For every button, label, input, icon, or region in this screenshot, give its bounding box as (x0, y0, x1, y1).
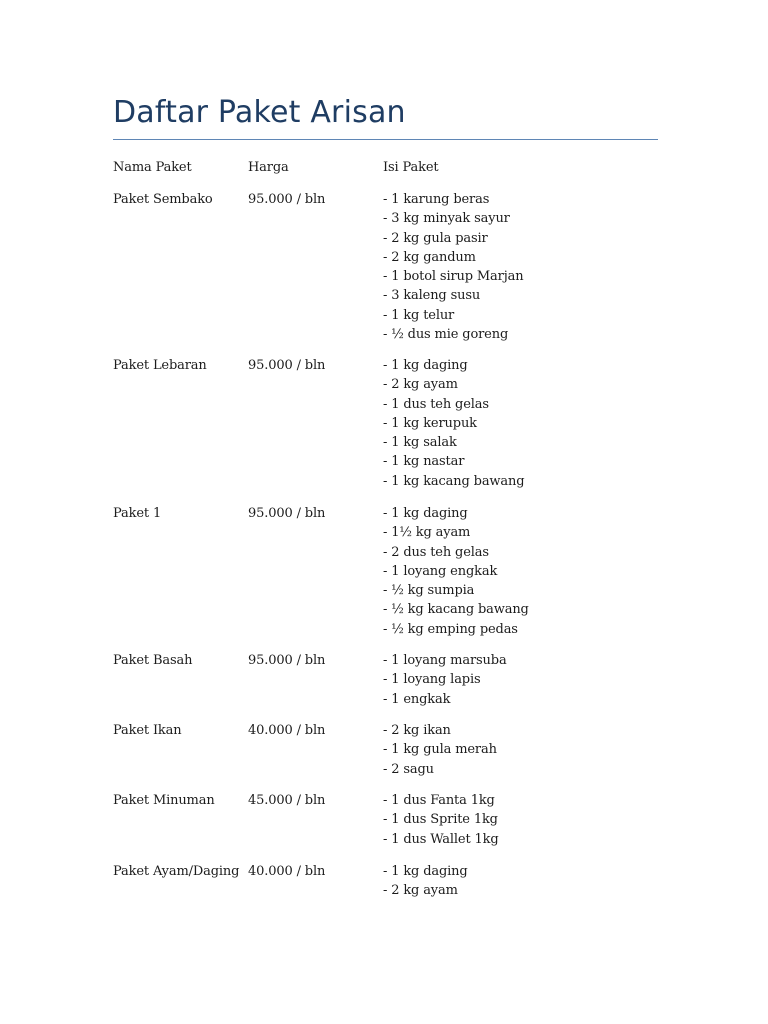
package-item: - 2 sagu (383, 761, 434, 777)
package-item: - ½ kg sumpia (383, 583, 475, 599)
title-divider (113, 139, 658, 140)
package-item: - 2 kg gandum (383, 249, 476, 265)
package-item: - 1 loyang lapis (383, 672, 481, 688)
package-name: Paket Lebaran (113, 358, 207, 373)
package-price: 40.000 / bln (248, 864, 326, 879)
table-header-row (113, 158, 658, 178)
package-item: - 1½ kg ayam (383, 525, 471, 541)
package-name: Paket Sembako (113, 192, 213, 207)
package-price: 95.000 / bln (248, 653, 326, 668)
package-item-list (383, 651, 658, 709)
package-item-list (383, 504, 658, 639)
package-item: - 1 engkak (383, 691, 451, 707)
package-item: - 2 dus teh gelas (383, 544, 489, 560)
package-item: - 1 loyang marsuba (383, 653, 507, 668)
package-price: 95.000 / bln (248, 358, 326, 373)
package-item: - 3 kaleng susu (383, 288, 481, 304)
package-item-list (383, 356, 658, 491)
package-item-list (383, 862, 658, 901)
package-item: - 1 kg telur (383, 307, 455, 323)
package-item: - 1 botol sirup Marjan (383, 269, 524, 285)
package-item: - 1 kg gula merah (383, 742, 497, 758)
package-item-list (383, 791, 658, 849)
package-item: - 1 dus Fanta 1kg (383, 793, 495, 808)
package-item: - 1 kg daging (383, 864, 468, 879)
package-price: 95.000 / bln (248, 506, 326, 521)
package-item: - ½ kg emping pedas (383, 621, 518, 637)
package-item: - 1 kg kerupuk (383, 415, 477, 431)
header-harga: Harga (248, 160, 289, 175)
package-name: Paket Ayam/Daging (113, 864, 240, 879)
package-price: 95.000 / bln (248, 192, 326, 207)
package-item: - 1 kg kacang bawang (383, 473, 525, 489)
package-item: - 2 kg ayam (383, 377, 458, 393)
header-isi-paket: Isi Paket (383, 160, 439, 175)
package-item-list (383, 190, 658, 344)
package-item: - 2 kg ayam (383, 883, 458, 899)
package-item: - ½ kg kacang bawang (383, 602, 529, 618)
package-name: Paket Ikan (113, 723, 182, 738)
package-item: - 1 dus Wallet 1kg (383, 831, 499, 847)
package-item: - 1 dus Sprite 1kg (383, 812, 498, 828)
package-item: - 1 kg salak (383, 435, 457, 451)
package-name: Paket Basah (113, 653, 193, 668)
package-item: - 1 karung beras (383, 192, 490, 207)
package-item: - 1 kg daging (383, 358, 468, 373)
package-price: 45.000 / bln (248, 793, 326, 808)
package-price: 40.000 / bln (248, 723, 326, 738)
package-name: Paket Minuman (113, 793, 215, 808)
header-nama-paket: Nama Paket (113, 160, 192, 175)
package-item: - 1 loyang engkak (383, 563, 498, 579)
package-item: - 3 kg minyak sayur (383, 211, 510, 227)
package-item: - 2 kg gula pasir (383, 230, 488, 246)
package-name: Paket 1 (113, 506, 162, 521)
document-title: Daftar Paket Arisan (113, 95, 406, 130)
package-item: - 1 dus teh gelas (383, 396, 489, 412)
package-item: - 2 kg ikan (383, 723, 451, 738)
package-item: - 1 kg daging (383, 506, 468, 521)
package-item-list (383, 721, 658, 779)
package-item: - 1 kg nastar (383, 454, 465, 470)
package-item: - ½ dus mie goreng (383, 327, 509, 343)
